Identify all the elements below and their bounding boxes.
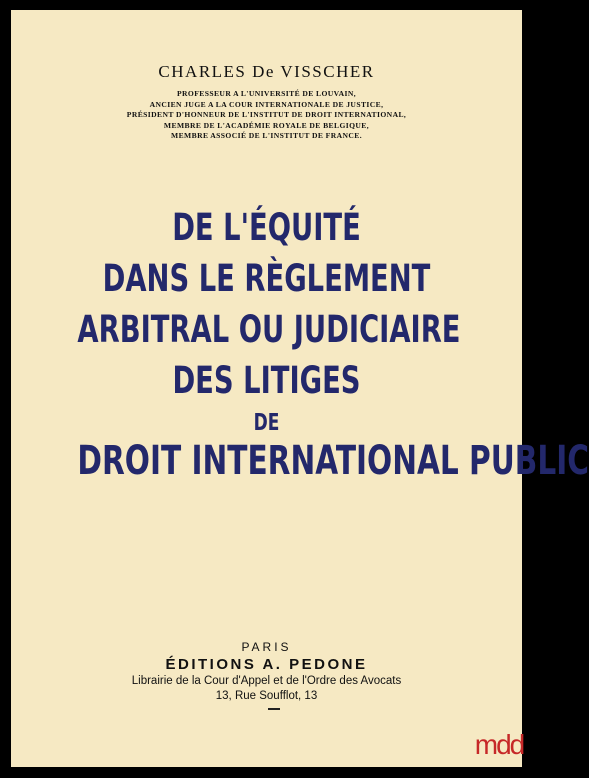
credential-line: PRÉSIDENT D'HONNEUR DE L'INSTITUT DE DROIT INTERNATIONAL,	[126, 110, 407, 120]
title-line-6: DROIT INTERNATIONAL PUBLIC	[77, 438, 589, 484]
publisher-city: PARIS	[241, 640, 292, 654]
publisher-description: Librairie de la Cour d'Appel et de l'Ordre des Avocats	[131, 675, 402, 687]
credential-line: ANCIEN JUGE A LA COUR INTERNATIONALE DE JUSTICE,	[149, 99, 384, 109]
publisher-address: 13, Rue Soufflot, 13	[215, 690, 318, 702]
credential-line: MEMBRE ASSOCIÉ DE L'INSTITUT DE FRANCE.	[171, 131, 362, 141]
title-line-1: DE L'ÉQUITÉ	[172, 206, 361, 249]
title-line-5: DE	[253, 410, 280, 436]
title-line-3: ARBITRAL OU JUDICIAIRE	[77, 308, 461, 351]
book-cover	[11, 10, 589, 767]
publisher-name: ÉDITIONS A. PEDONE	[165, 656, 368, 673]
divider	[268, 708, 280, 710]
title-line-2: DANS LE RÈGLEMENT	[102, 257, 431, 300]
logo-text: mdd	[474, 729, 524, 760]
credential-line: MEMBRE DE L'ACADÉMIE ROYALE DE BELGIQUE,	[163, 120, 370, 130]
credential-line: PROFESSEUR A L'UNIVERSITÉ DE LOUVAIN,	[176, 89, 357, 98]
title-line-4: DES LITIGES	[172, 359, 361, 402]
author-credentials	[11, 89, 522, 142]
author-name: CHARLES De VISSCHER	[158, 62, 375, 81]
watermark-logo	[466, 730, 532, 776]
